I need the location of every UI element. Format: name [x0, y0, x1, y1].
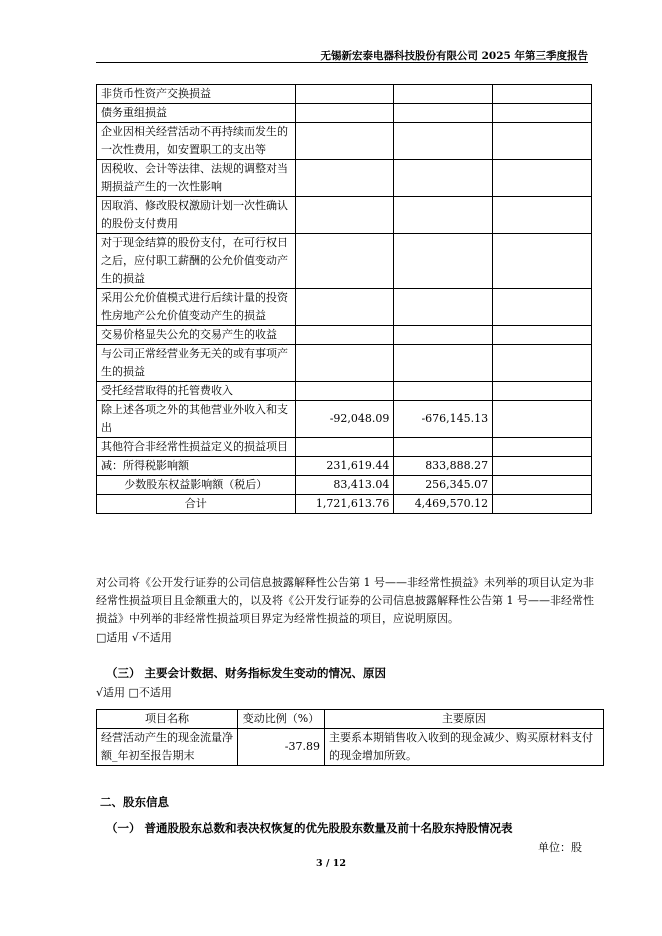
- value-cell: [394, 382, 493, 401]
- column-header: 项目名称: [97, 710, 238, 729]
- item-cell: 采用公允价值模式进行后续计量的投资性房地产公允价值变动产生的损益: [97, 289, 296, 326]
- value-cell: [394, 234, 493, 289]
- value-cell: [394, 289, 493, 326]
- note-cell: [493, 495, 592, 514]
- value-cell: -676,145.13: [394, 401, 493, 438]
- reason-cell: 主要系本期销售收入收到的现金减少、购买原材料支付的现金增加所致。: [325, 729, 604, 766]
- note-cell: [493, 234, 592, 289]
- table-row-total: [97, 495, 592, 514]
- table-row: [97, 197, 592, 234]
- header-divider: [96, 62, 588, 63]
- item-cell: 受托经营取得的托管费收入: [97, 382, 296, 401]
- table-row: [97, 234, 592, 289]
- note-cell: [493, 345, 592, 382]
- note-cell: [493, 197, 592, 234]
- note-cell: [493, 382, 592, 401]
- item-cell: 合计: [97, 495, 296, 514]
- item-cell: 因税收、会计等法律、法规的调整对当期损益产生的一次性影响: [97, 160, 296, 197]
- value-cell: 833,888.27: [394, 457, 493, 476]
- table-header-row: [97, 710, 604, 729]
- report-header: 无锡新宏泰电器科技股份有限公司 2025 年第三季度报告: [320, 50, 588, 62]
- note-cell: [493, 326, 592, 345]
- table-row: [97, 85, 592, 104]
- table-row: [97, 326, 592, 345]
- table-row: [97, 401, 592, 438]
- change-reasons-table: [96, 709, 604, 766]
- table-row: [97, 345, 592, 382]
- column-header: 主要原因: [325, 710, 604, 729]
- value-cell: [394, 104, 493, 123]
- value-cell: [295, 326, 394, 345]
- value-cell: 83,413.04: [295, 476, 394, 495]
- applicability-checkbox: √适用 □不适用: [96, 686, 172, 699]
- table-row: [97, 476, 592, 495]
- note-cell: [493, 457, 592, 476]
- table-row: [97, 438, 592, 457]
- subsection-heading: （一） 普通股股东总数和表决权恢复的优先股股东数量及前十名股东持股情况表: [106, 821, 513, 835]
- value-cell: [295, 197, 394, 234]
- value-cell: [295, 104, 394, 123]
- item-cell: 因取消、修改股权激励计划一次性确认的股份支付费用: [97, 197, 296, 234]
- value-cell: [295, 160, 394, 197]
- table-row: [97, 123, 592, 160]
- value-cell: [295, 438, 394, 457]
- table-row: [97, 382, 592, 401]
- value-cell: 256,345.07: [394, 476, 493, 495]
- value-cell: 231,619.44: [295, 457, 394, 476]
- column-header: 变动比例（%）: [238, 710, 325, 729]
- note-cell: [493, 438, 592, 457]
- note-cell: [493, 401, 592, 438]
- value-cell: -92,048.09: [295, 401, 394, 438]
- value-cell: [295, 123, 394, 160]
- table-row: [97, 104, 592, 123]
- section-heading: 二、股东信息: [100, 795, 169, 809]
- item-cell: 与公司正常经营业务无关的或有事项产生的损益: [97, 345, 296, 382]
- item-cell: 债务重组损益: [97, 104, 296, 123]
- explanatory-note: 对公司将《公开发行证券的公司信息披露解释性公告第 1 号——非经常性损益》未列举的项目认定为非经常性损益项目且金额重大的，以及将《公开发行证券的公司信息披露解释性公告第 1 号——非经常性损益》中列举的非经常性损益项目界定为经常性损益的项目，应说明原因。: [96, 576, 594, 625]
- page-number: 3 / 12: [316, 858, 346, 869]
- item-cell: 其他符合非经常性损益定义的损益项目: [97, 438, 296, 457]
- ratio-cell: -37.89: [238, 729, 325, 766]
- item-cell: 减：所得税影响额: [97, 457, 296, 476]
- item-cell: 企业因相关经营活动不再持续而发生的一次性费用，如安置职工的支出等: [97, 123, 296, 160]
- non-recurring-items-table: [96, 84, 592, 514]
- value-cell: [394, 326, 493, 345]
- value-cell: 4,469,570.12: [394, 495, 493, 514]
- table-row: [97, 160, 592, 197]
- item-cell: 除上述各项之外的其他营业外收入和支出: [97, 401, 296, 438]
- value-cell: [295, 289, 394, 326]
- note-cell: [493, 104, 592, 123]
- section-heading: （三） 主要会计数据、财务指标发生变动的情况、原因: [106, 666, 387, 680]
- value-cell: [394, 197, 493, 234]
- note-cell: [493, 85, 592, 104]
- item-name-cell: 经营活动产生的现金流量净额_年初至报告期末: [97, 729, 238, 766]
- value-cell: [295, 382, 394, 401]
- value-cell: [394, 160, 493, 197]
- value-cell: 1,721,613.76: [295, 495, 394, 514]
- item-cell: 非货币性资产交换损益: [97, 85, 296, 104]
- item-cell: 少数股东权益影响额（税后）: [97, 476, 296, 495]
- note-cell: [493, 123, 592, 160]
- item-cell: 对于现金结算的股份支付，在可行权日之后，应付职工薪酬的公允价值变动产生的损益: [97, 234, 296, 289]
- table-row: [97, 289, 592, 326]
- value-cell: [295, 85, 394, 104]
- item-cell: 交易价格显失公允的交易产生的收益: [97, 326, 296, 345]
- value-cell: [295, 345, 394, 382]
- applicability-checkbox: □适用 √不适用: [96, 631, 172, 644]
- note-cell: [493, 289, 592, 326]
- value-cell: [394, 438, 493, 457]
- value-cell: [394, 123, 493, 160]
- table-row: [97, 729, 604, 766]
- value-cell: [394, 85, 493, 104]
- value-cell: [295, 234, 394, 289]
- table-row: [97, 457, 592, 476]
- unit-label: 单位：股: [538, 841, 582, 854]
- note-cell: [493, 476, 592, 495]
- value-cell: [394, 345, 493, 382]
- note-cell: [493, 160, 592, 197]
